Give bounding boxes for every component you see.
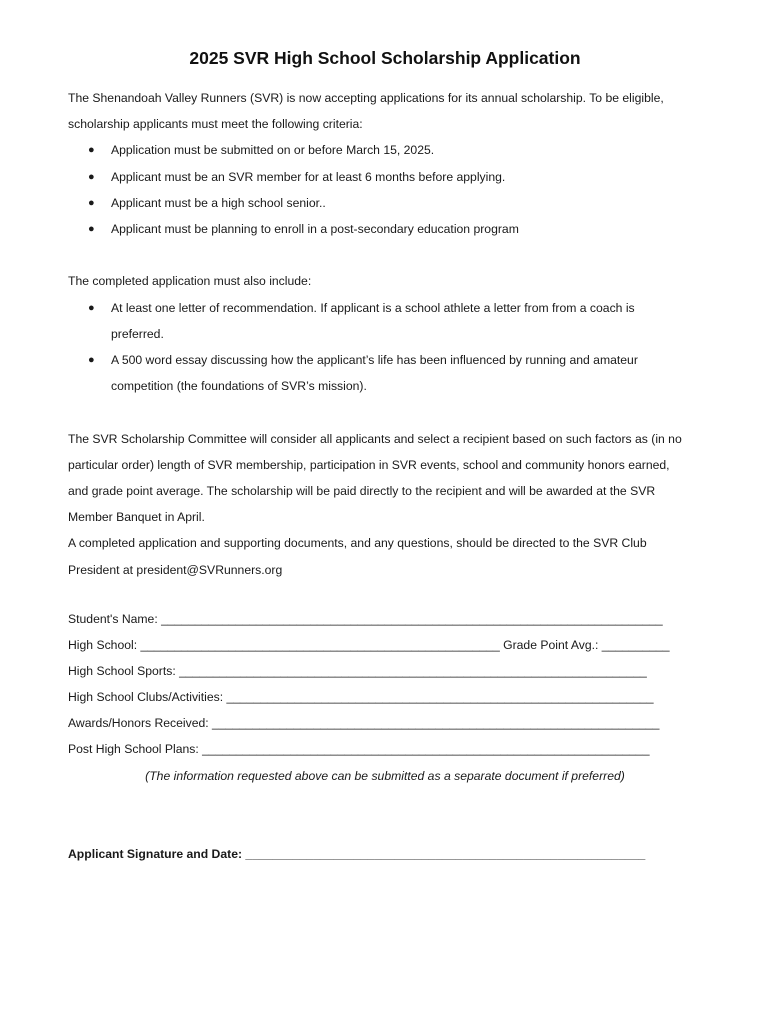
- criteria-list: [68, 137, 708, 242]
- bullet-icon: ●: [88, 223, 95, 236]
- list-item: ● Applicant must be an SVR member for at least 6 months before applying.: [68, 164, 708, 190]
- separate-document-note: (The information requested above can be submitted as a separate document if preferred): [145, 769, 625, 783]
- bullet-icon: ●: [88, 196, 95, 209]
- clubs-field[interactable]: High School Clubs/Activities: _______________________________________________________________: [68, 690, 654, 704]
- plans-field[interactable]: Post High School Plans: __________________________________________________________________: [68, 742, 650, 756]
- contact-line-1: A completed application and supporting documents, and any questions, should be directed to the SVR Club: [68, 536, 647, 551]
- bullet-icon: ●: [88, 144, 95, 157]
- contact-line-2: President at president@SVRunners.org: [68, 562, 283, 577]
- intro-line-2: scholarship applicants must meet the following criteria:: [68, 117, 363, 132]
- intro-line-1: The Shenandoah Valley Runners (SVR) is now accepting applications for its annual scholarship. To be eligible,: [68, 91, 664, 105]
- high-school-field[interactable]: High School: _____________________________________________________ Grade Point Avg.: __________: [68, 638, 670, 652]
- signature-field[interactable]: Applicant Signature and Date: ___________________________________________________________: [68, 847, 646, 861]
- student-name-field[interactable]: Student's Name: __________________________________________________________________________: [68, 612, 663, 626]
- bullet-icon: ●: [88, 301, 95, 314]
- list-item: ● At least one letter of recommendation. If applicant is a school athlete a letter from from a coach is preferred.: [68, 295, 708, 347]
- committee-line-1: The SVR Scholarship Committee will consider all applicants and select a recipient based on such factors as (in no: [68, 431, 682, 446]
- bullet-icon: ●: [88, 170, 95, 183]
- list-item: ● Applicant must be planning to enroll in a post-secondary education program: [68, 216, 708, 242]
- list-item: ● A 500 word essay discussing how the applicant’s life has been influenced by running and amateur competition (the foundations of SVR’s mission).: [68, 347, 708, 399]
- awards-field[interactable]: Awards/Honors Received: __________________________________________________________________: [68, 716, 660, 730]
- committee-line-3: and grade point average. The scholarship will be paid directly to the recipient and will be awarded at the SVR: [68, 484, 656, 499]
- committee-line-2: particular order) length of SVR membership, participation in SVR events, school and community honors earned,: [68, 457, 670, 472]
- list-item: ● Applicant must be a high school senior..: [68, 190, 708, 216]
- include-heading: The completed application must also include:: [68, 274, 312, 289]
- include-list: [68, 295, 708, 400]
- committee-line-4: Member Banquet in April.: [68, 510, 205, 525]
- list-item: ● Application must be submitted on or before March 15, 2025.: [68, 137, 708, 163]
- page-title: 2025 SVR High School Scholarship Application: [189, 48, 581, 68]
- document-body: [68, 85, 708, 583]
- sports-field[interactable]: High School Sports: _____________________________________________________________________: [68, 664, 647, 678]
- bullet-icon: ●: [88, 354, 95, 367]
